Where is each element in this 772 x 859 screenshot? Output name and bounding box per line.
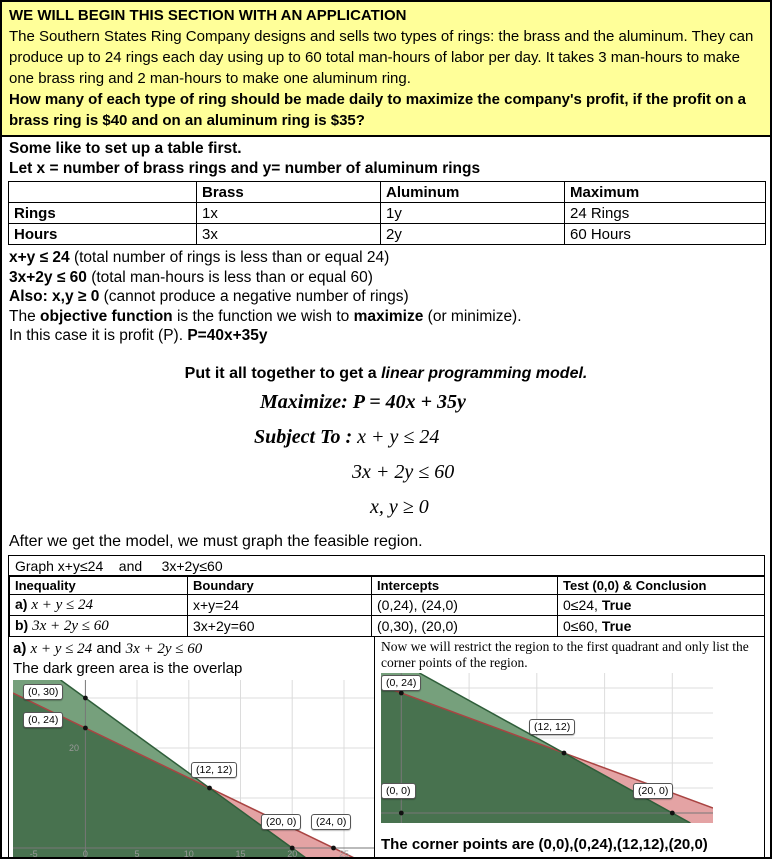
corner-points-summary: The corner points are (0,0),(0,24),(12,12),(20,0) xyxy=(381,836,708,853)
row-a-inequality: x + y ≤ 24 xyxy=(31,596,94,613)
graphing-section xyxy=(8,555,765,858)
point-dot-12-12 xyxy=(562,750,567,755)
row-b-test: 0≤60, xyxy=(563,617,602,634)
point-label-0-24: (0, 24) xyxy=(381,675,421,691)
constraint-expression-2: 3x + 2y ≤ 60 xyxy=(352,460,455,483)
constraint-expression-1: x + y ≤ 24 xyxy=(357,425,440,448)
model-heading: Put it all together to get a linear programming model. xyxy=(184,364,588,382)
maximize-line: Maximize: P = 40x + 35y xyxy=(260,390,466,413)
setup-line-2: Let x = number of brass rings and y= number of aluminum rings xyxy=(9,159,481,177)
first-quadrant-graph xyxy=(381,673,713,823)
graph-panels xyxy=(9,637,764,858)
x-tick-label: 15 xyxy=(235,848,246,857)
setup-line-1: Some like to set up a table first. xyxy=(9,140,242,157)
point-label-20-0: (20, 0) xyxy=(633,783,673,799)
boundary-table xyxy=(9,576,765,637)
point-dot-0-24 xyxy=(83,725,88,730)
constraints-section xyxy=(2,245,770,347)
intro-question: How many of each type of ring should be made daily to maximize the company's profit, if the profit on a brass ring is $40 and on an aluminum ring is $35? xyxy=(9,91,746,129)
nonnegativity-line xyxy=(370,496,770,520)
col-header-maximum: Maximum xyxy=(565,182,766,203)
x-tick-label: 10 xyxy=(183,848,194,857)
row-b-intercepts: (0,30), (20,0) xyxy=(372,615,558,636)
col-header-brass: Brass xyxy=(197,182,381,203)
rings-maximum-cell: 24 Rings xyxy=(565,203,766,224)
x-tick-label: 25 xyxy=(338,848,350,857)
point-dot-12-12 xyxy=(207,785,212,790)
constraint-3-note: (cannot produce a negative number of rings) xyxy=(99,288,409,305)
row-b-label: b) xyxy=(15,616,29,633)
row-a-label: a) xyxy=(15,595,28,612)
table-row xyxy=(9,203,766,224)
overlap-subtitle: The dark green area is the overlap xyxy=(13,659,243,677)
row-label-rings: Rings xyxy=(9,203,197,224)
constraint-line xyxy=(352,461,770,485)
row-label-hours: Hours xyxy=(9,224,197,245)
table-row xyxy=(9,224,766,245)
profit-line: In this case it is profit (P). P=40x+35y xyxy=(9,327,268,344)
col-header-aluminum: Aluminum xyxy=(381,182,565,203)
point-label-12-12: (12, 12) xyxy=(529,719,575,735)
constraint-1-inequality: x+y ≤ 24 xyxy=(9,249,70,266)
objective-expression: P = 40x + 35y xyxy=(352,390,466,413)
point-label-20-0: (20, 0) xyxy=(261,814,301,830)
row-b-conclusion: True xyxy=(601,617,632,634)
x-tick-label: -5 xyxy=(29,848,38,857)
x-tick-label: 20 xyxy=(287,848,298,857)
row-b-inequality: 3x + 2y ≤ 60 xyxy=(32,617,109,634)
rings-aluminum-cell: 1y xyxy=(381,203,565,224)
row-a-conclusion: True xyxy=(601,596,632,613)
constraint-2-inequality: 3x+2y ≤ 60 xyxy=(9,268,87,286)
constraint-expression-3: x, y ≥ 0 xyxy=(370,495,429,518)
objective-function-line: The objective function is the function we wish to maximize (or minimize). xyxy=(9,307,522,325)
inequality-row-a xyxy=(10,594,766,615)
setup-section xyxy=(2,137,770,178)
header-intercepts: Intercepts xyxy=(372,576,558,594)
first-quadrant-panel xyxy=(375,637,764,858)
row-a-test: 0≤24, xyxy=(563,596,602,613)
constraint-line-1 xyxy=(9,248,763,268)
table-header-row xyxy=(10,576,766,594)
constraint-1-note: (total number of rings is less than or equal 24) xyxy=(69,249,390,266)
overlap-heading: a) x + y ≤ 24 and 3x + 2y ≤ 60 xyxy=(13,639,203,657)
inequality-row-b xyxy=(10,615,766,636)
constraint-2-note: (total man-hours is less than or equal 60) xyxy=(86,268,373,286)
point-dot-0-0 xyxy=(399,810,404,815)
point-dot-20-0 xyxy=(670,810,675,815)
point-label-24-0: (24, 0) xyxy=(311,814,351,830)
hours-maximum-cell: 60 Hours xyxy=(565,224,766,245)
overlap-panel xyxy=(9,637,375,858)
intro-title: WE WILL BEGIN THIS SECTION WITH AN APPLICATION xyxy=(9,7,407,24)
point-label-0-24: (0, 24) xyxy=(23,712,63,728)
header-test: Test (0,0) & Conclusion xyxy=(558,576,766,594)
point-label-0-0: (0, 0) xyxy=(381,783,416,799)
point-dot-24-0 xyxy=(331,845,336,850)
overlap-graph xyxy=(13,680,375,858)
graph-caption: Graph x+y≤24 and 3x+2y≤60 xyxy=(9,556,764,576)
constraint-3-inequality: Also: x,y ≥ 0 xyxy=(9,288,100,305)
y-tick-label-20: 20 xyxy=(68,742,79,753)
maximize-term: maximize xyxy=(353,307,424,325)
point-label-0-30: (0, 30) xyxy=(23,684,63,700)
header-inequality: Inequality xyxy=(10,576,188,594)
row-b-boundary: 3x+2y=60 xyxy=(188,615,372,636)
constraint-line-3 xyxy=(9,287,763,307)
point-label-12-12: (12, 12) xyxy=(191,762,237,778)
model-block xyxy=(2,391,770,531)
corner-cell xyxy=(9,182,197,203)
hours-brass-cell: 3x xyxy=(197,224,381,245)
row-a-boundary: x+y=24 xyxy=(188,594,372,615)
header-boundary: Boundary xyxy=(188,576,372,594)
constraint-line-2 xyxy=(9,268,763,288)
x-tick-label: 5 xyxy=(134,848,140,857)
table-row xyxy=(9,182,766,203)
row-a-intercepts: (0,24), (24,0) xyxy=(372,594,558,615)
point-dot-0-30 xyxy=(83,695,88,700)
point-dot-0-24 xyxy=(399,690,404,695)
subject-to-line: Subject To : x + y ≤ 24 xyxy=(254,425,440,448)
objective-function-term: objective function xyxy=(40,307,173,325)
rings-brass-cell: 1x xyxy=(197,203,381,224)
profit-equation: P=40x+35y xyxy=(187,327,268,344)
first-quadrant-note: Now we will restrict the region to the first quadrant and only list the corner points of the region. xyxy=(381,638,749,670)
intro-body: The Southern States Ring Company designs and sells two types of rings: the brass and the aluminum. They can produce up to 24 rings each day using up to 60 total man-hours of labor per day. It takes 3 man-hours to make one brass ring and 2 man-hours to make one aluminum ring. xyxy=(9,28,754,87)
first-quadrant-graph-canvas xyxy=(381,673,713,823)
rings-hours-table xyxy=(8,181,766,245)
x-tick-label: 0 xyxy=(82,848,88,857)
application-intro-section xyxy=(2,2,770,137)
hours-aluminum-cell: 2y xyxy=(381,224,565,245)
feasible-region-note: After we get the model, we must graph the feasible region. xyxy=(9,532,423,550)
